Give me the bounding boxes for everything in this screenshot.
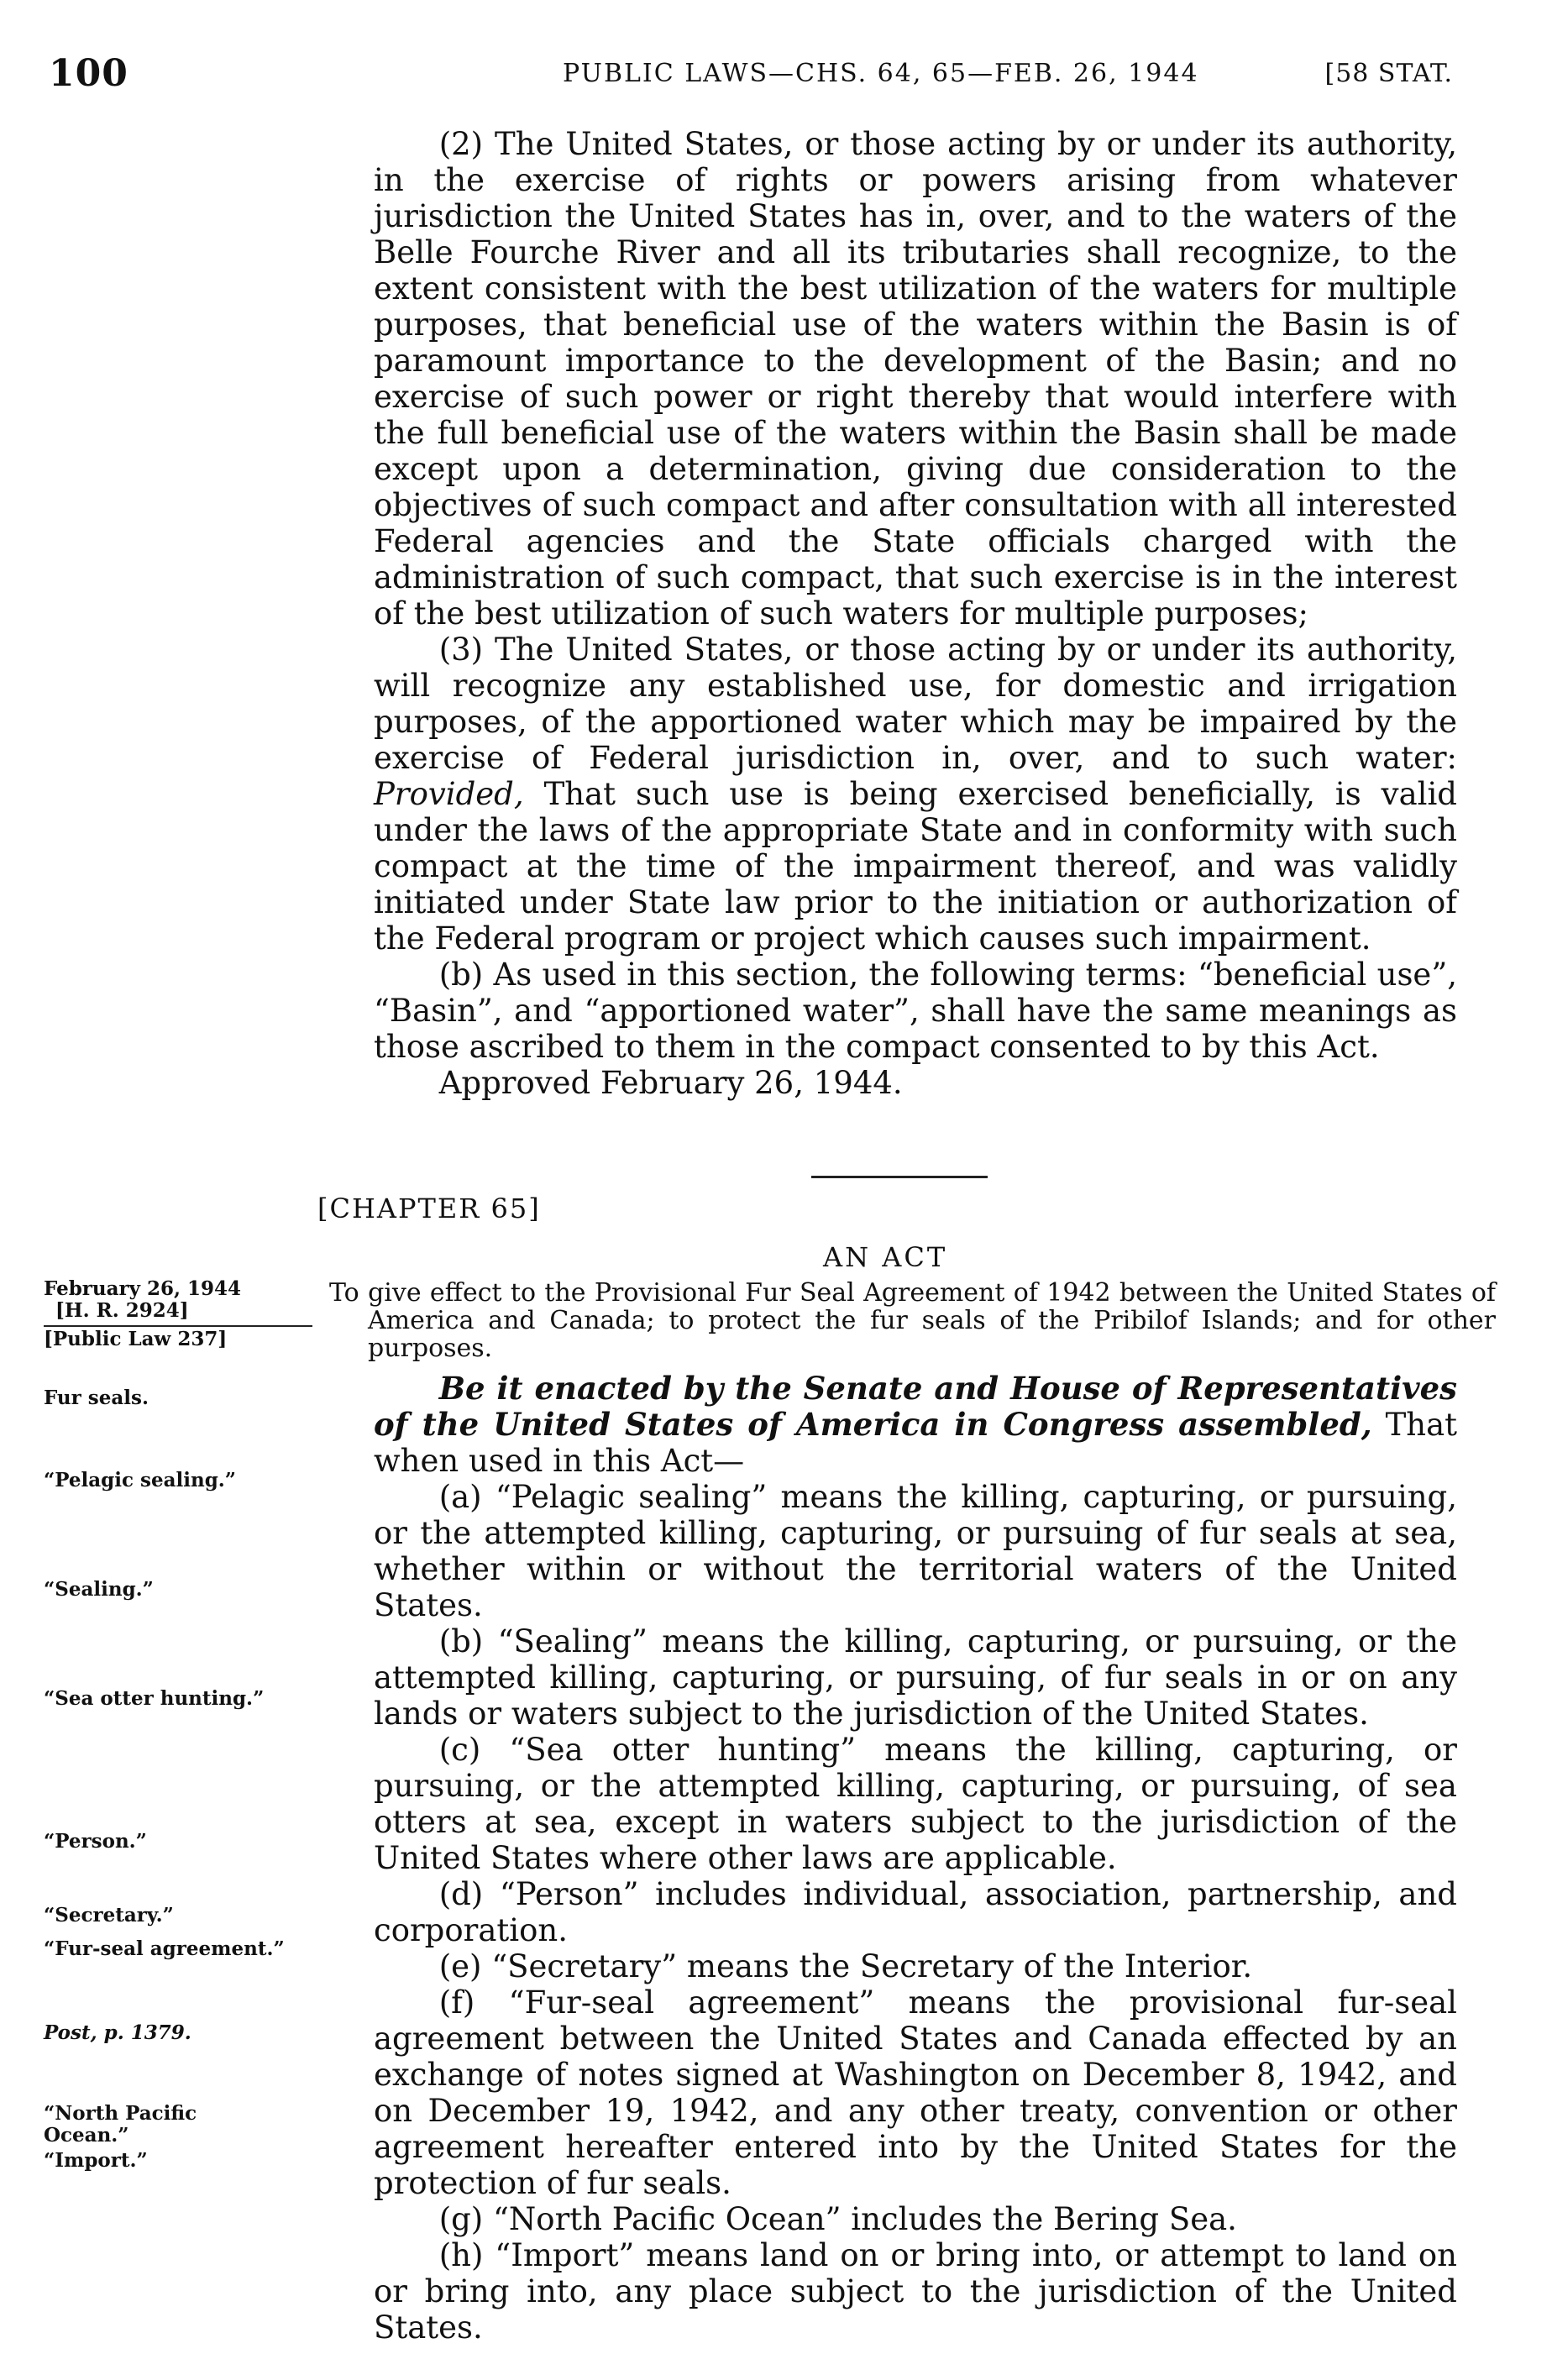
margin-note-person: “Person.”	[44, 1830, 147, 1853]
margin-enactment-info	[44, 1278, 321, 1350]
running-head-title: PUBLIC LAWS—CHS. 64, 65—FEB. 26, 1944	[563, 59, 1199, 88]
margin-note-secretary: “Secretary.”	[44, 1904, 174, 1927]
enacting-clause	[374, 1371, 1457, 1479]
definition-a: (a) “Pelagic sealing” means the killing, capturing, or pursuing, or the attempted killing, capturing, or pursuing of fur seals at sea, whether within or without the territorial waters of the United States.	[374, 1479, 1457, 1623]
margin-note-north-pacific: “North Pacific Ocean.”	[44, 2102, 197, 2147]
margin-date: February 26, 1944	[44, 1277, 242, 1300]
act-label: AN ACT	[823, 1241, 948, 1273]
margin-note-fur-seals: Fur seals.	[44, 1387, 149, 1409]
definition-b: (b) “Sealing” means the killing, capturing, or pursuing, or the attempted killing, capturing, or pursuing, of fur seals in or on any lands or waters subject to the jurisdiction of the United States.	[374, 1623, 1457, 1732]
margin-public-law: [Public Law 237]	[44, 1325, 312, 1350]
proviso-word: Provided,	[374, 776, 524, 812]
chapter-label: [CHAPTER 65]	[317, 1193, 541, 1224]
definition-e: (e) “Secretary” means the Secretary of the Interior.	[438, 1948, 1253, 1984]
paragraph-3-text: (3) The United States, or those acting by or under its authority, will recognize any established use, for domestic and irrigation purposes, of the apportioned water which may be impaired by the exercise of Federal jurisdiction in, over, and to such water:	[374, 632, 1457, 776]
definition-g: (g) “North Pacific Ocean” includes the Bering Sea.	[438, 2201, 1237, 2237]
definition-f: (f) “Fur-seal agreement” means the provisional fur-seal agreement between the United States and Canada effected by an exchange of notes signed at Washington on December 8, 1942, and on December 19, 1942, and any other treaty, convention or other agreement hereafter entered into by the United States for the protection of fur seals.	[374, 1984, 1457, 2201]
margin-note-sea-otter: “Sea otter hunting.”	[44, 1687, 265, 1710]
enacting-clause-rest: That when used in this Act—	[374, 1407, 1458, 1479]
enacting-clause-italic: Be it enacted by the Senate and House of Representatives of the United States of America in Congress assembled,	[374, 1370, 1457, 1443]
chapter65-text	[374, 1371, 1457, 2346]
chapter64-text	[374, 126, 1457, 1101]
paragraph-3-proviso: That such use is being exercised beneficially, is valid under the laws of the appropriate State and in conformity with such compact at the time of the impairment thereof, and was validly initiated under State law prior to the initiation or authorization of the Federal program or project which causes such impairment.	[374, 776, 1457, 957]
act-purpose: To give effect to the Provisional Fur Seal Agreement of 1942 between the United States of America and Canada; to protect the fur seals of the Pribilof Islands; and for other purposes.	[329, 1278, 1496, 1363]
margin-bill-number: [H. R. 2924]	[55, 1299, 189, 1322]
definition-d: (d) “Person” includes individual, association, partnership, and corporation.	[374, 1876, 1457, 1948]
margin-note-fur-seal-agreement: “Fur-seal agreement.”	[44, 1937, 285, 1960]
margin-note-import: “Import.”	[44, 2149, 148, 2172]
paragraph-3	[374, 632, 1457, 957]
definition-c: (c) “Sea otter hunting” means the killing, capturing, or pursuing, or the attempted killing, capturing, or pursuing, of sea otters at sea, except in waters subject to the jurisdiction of the United States where other laws are applicable.	[374, 1732, 1457, 1876]
definition-h: (h) “Import” means land on or bring into, or attempt to land on or bring into, any place subject to the jurisdiction of the United States.	[374, 2237, 1457, 2346]
approved-line: Approved February 26, 1944.	[438, 1065, 903, 1101]
chapter-divider	[811, 1176, 988, 1178]
page-number: 100	[49, 52, 128, 95]
margin-note-post-reference: Post, p. 1379.	[44, 2021, 191, 2044]
paragraph-b: (b) As used in this section, the following terms: “beneficial use”, “Basin”, and “apportioned water”, shall have the same meanings as those ascribed to them in the compact consented to by this Act.	[374, 957, 1457, 1065]
paragraph-2: (2) The United States, or those acting by or under its authority, in the exercise of rights or powers arising from whatever jurisdiction the United States has in, over, and to the waters of the Belle Fourche River and all its tributaries shall recognize, to the extent consistent with the best utilization of the waters for multiple purposes, that beneficial use of the waters within the Basin is of paramount importance to the development of the Basin; and no exercise of such power or right thereby that would interfere with the full beneficial use of the waters within the Basin shall be made except upon a determination, giving due consideration to the objectives of such compact and after consultation with all interested Federal agencies and the State officials charged with the administration of such compact, that such exercise is in the interest of the best utilization of such waters for multiple purposes;	[374, 126, 1457, 632]
volume-reference: [58 STAT.	[1324, 59, 1453, 88]
margin-note-pelagic: “Pelagic sealing.”	[44, 1469, 237, 1491]
margin-note-sealing: “Sealing.”	[44, 1578, 154, 1601]
running-header	[49, 52, 1453, 102]
